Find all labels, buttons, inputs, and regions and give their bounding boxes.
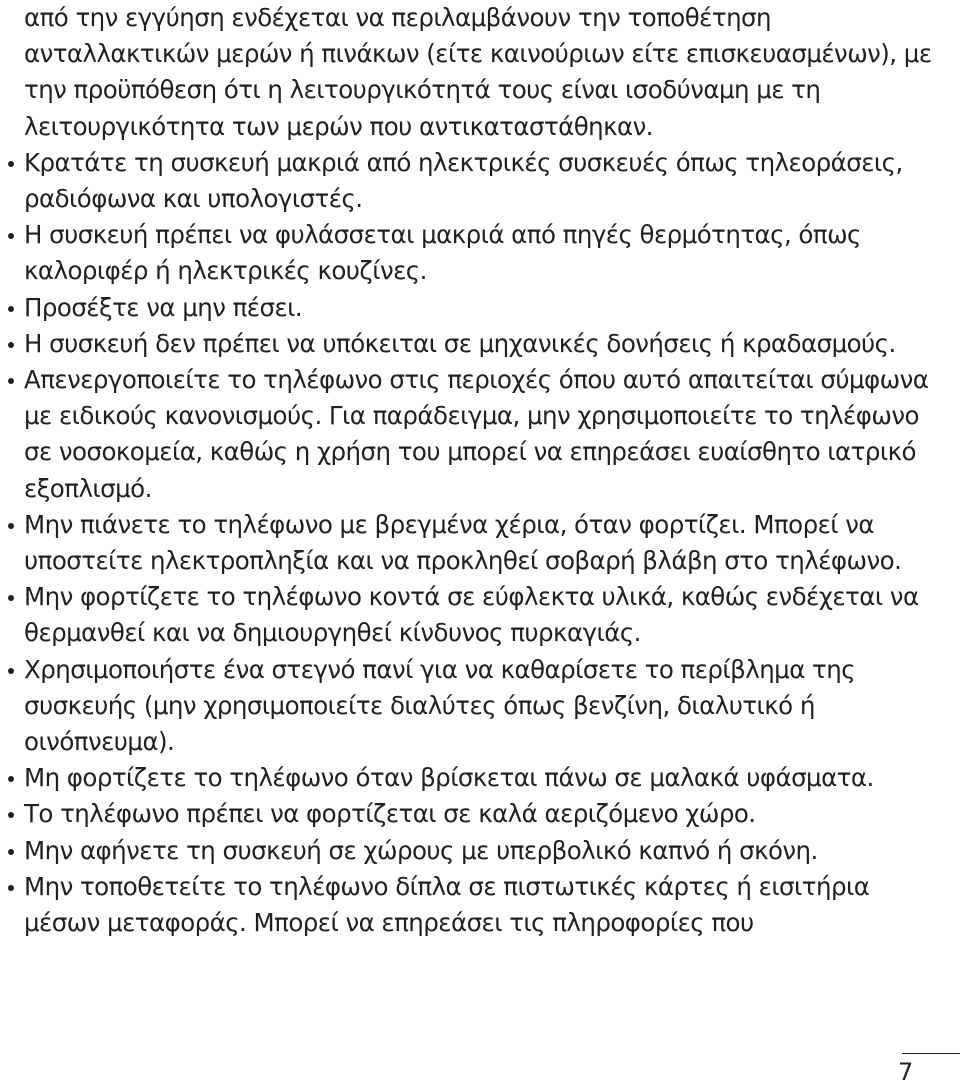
list-item-text: Το τηλέφωνο πρέπει να φορτίζεται σε καλά αεριζόμενο χώρο. — [24, 799, 756, 829]
list-item-text: Μην αφήνετε τη συσκευή σε χώρους με υπερβολικό καπνό ή σκόνη. — [24, 835, 818, 865]
list-item — [24, 869, 944, 941]
list-item — [24, 290, 944, 326]
list-item — [24, 145, 944, 217]
list-item-text: Μην φορτίζετε το τηλέφωνο κοντά σε εύφλεκτα υλικά, καθώς ενδέχεται να θερμανθεί και να δημιουργηθεί κίνδυνος πυρκαγιάς. — [24, 582, 919, 648]
list-item-text: Προσέξτε να μην πέσει. — [24, 292, 303, 322]
list-item-text: Η συσκευή πρέπει να φυλάσσεται μακριά από πηγές θερμότητας, όπως καλοριφέρ ή ηλεκτρικές κουζίνες. — [24, 220, 861, 286]
page-body — [24, 0, 944, 941]
list-item-text: Χρησιμοποιήστε ένα στεγνό πανί για να καθαρίσετε το περίβλημα της συσκευής (μην χρησιμοποιείτε διαλύτες όπως βενζίνη, διαλυτικό ή οινόπνευμα). — [24, 654, 856, 757]
list-item — [24, 507, 944, 579]
list-item-text: Μην πιάνετε το τηλέφωνο με βρεγμένα χέρια, όταν φορτίζει. Μπορεί να υποστείτε ηλεκτροπληξία και να προκληθεί σοβαρή βλάβη στο τηλέφωνο. — [24, 509, 902, 576]
list-item — [24, 652, 944, 761]
list-item — [24, 796, 944, 832]
intro-paragraph: από την εγγύηση ενδέχεται να περιλαμβάνουν την τοποθέτηση ανταλλακτικών μερών ή πινάκων (είτε καινούριων είτε επισκευασμένων), με την προϋπόθεση ότι η λειτουργικότητά τους είναι ισοδύναμη με τη λειτουργικότητα των μερών που αντικαταστάθηκαν. — [24, 3, 932, 141]
list-item-text: Απενεργοποιείτε το τηλέφωνο στις περιοχές όπου αυτό απαιτείται σύμφωνα με ειδικούς κανονισμούς. Για παράδειγμα, μην χρησιμοποιείτε το τηλέφωνο σε νοσοκομεία, καθώς η χρήση του μπορεί να επηρεάσει ευαίσθητο ιατρικό εξοπλισμό. — [24, 365, 929, 503]
list-item — [24, 217, 944, 289]
page-number: 7 — [898, 1058, 914, 1086]
list-item-text: Κρατάτε τη συσκευή μακριά από ηλεκτρικές συσκευές όπως τηλεοράσεις, ραδιόφωνα και υπολογιστές. — [24, 147, 903, 214]
list-item-text: Μην τοποθετείτε το τηλέφωνο δίπλα σε πιστωτικές κάρτες ή εισιτήρια μέσων μεταφοράς. Μπορεί να επηρεάσει τις πληροφορίες που — [24, 871, 870, 938]
list-item — [24, 760, 944, 796]
list-item-text: Μη φορτίζετε το τηλέφωνο όταν βρίσκεται πάνω σε μαλακά υφάσματα. — [24, 763, 874, 793]
page-number-divider — [902, 1053, 960, 1054]
list-item — [24, 362, 944, 507]
list-item — [24, 579, 944, 651]
bullet-list — [24, 145, 944, 941]
list-item — [24, 326, 944, 362]
list-item-text: Η συσκευή δεν πρέπει να υπόκειται σε μηχανικές δονήσεις ή κραδασμούς. — [24, 328, 896, 358]
list-item — [24, 833, 944, 869]
